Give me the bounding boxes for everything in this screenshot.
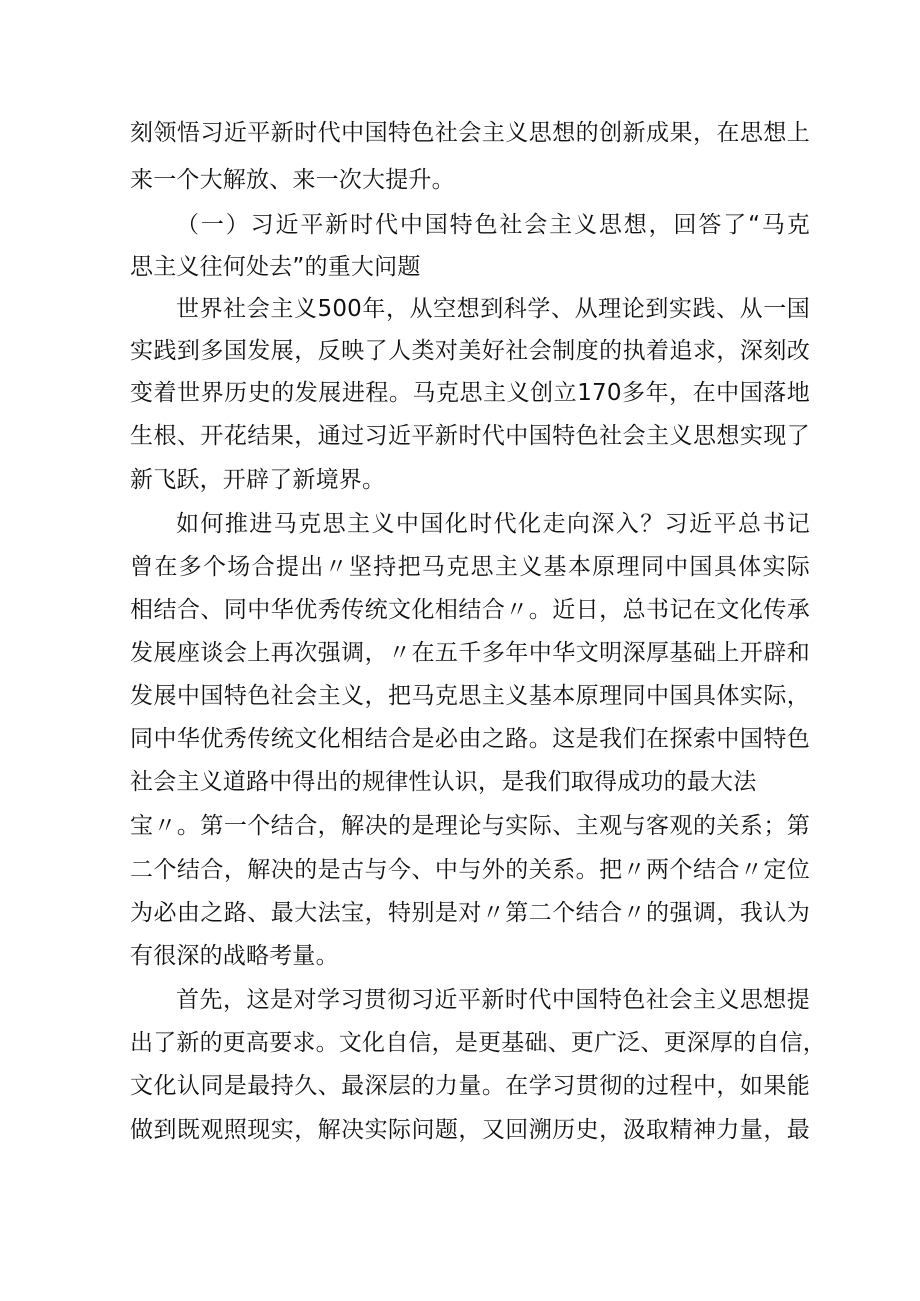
text-line: 有很深的战略考量。 [130,943,339,969]
text-line: 文化认同是最持久、最深层的力量。在学习贯彻的过程中，如果能 [130,1073,810,1099]
text-line: 社会主义道路中得出的规律性认识，是我们取得成功的最大法 [130,769,757,795]
text-line: 生根、开花结果，通过习近平新时代中国特色社会主义思想实现了 [130,423,810,449]
text-line: 二个结合，解决的是古与今、中与外的关系。把〃两个结合〃定位 [130,857,810,883]
section-heading-line: 思主义往何处去”的重大问题 [130,254,421,280]
text-line: 发展座谈会上再次强调，〃在五千多年中华文明深厚基础上开辟和 [130,640,810,666]
text-line: 为必由之路、最大法宝，特别是对〃第二个结合〃的强调，我认为 [130,900,810,926]
text-line: 世界社会主义500年，从空想到科学、从理论到实践、从一国 [176,296,810,322]
text-line: 发展中国特色社会主义，把马克思主义基本原理同中国具体实际， [130,683,810,709]
text-line: 做到既观照现实，解决实际问题，又回溯历史，汲取精神力量，最 [130,1117,810,1143]
text-line: 出了新的更高要求。文化自信，是更基础、更广泛、更深厚的自信， [130,1030,826,1056]
text-line: 宝〃。第一个结合，解决的是理论与实际、主观与客观的关系；第 [130,813,810,839]
text-line: 实践到多国发展，反映了人类对美好社会制度的执着追求，深刻改 [130,338,810,364]
text-line: 相结合、同中华优秀传统文化相结合〃。近日，总书记在文化传承 [130,597,810,623]
text-line: 新飞跃，开辟了新境界。 [130,467,386,493]
text-line: 如何推进马克思主义中国化时代化走向深入？习近平总书记 [176,511,810,537]
text-line: 变着世界历史的发展进程。马克思主义创立170多年，在中国落地 [130,380,810,406]
text-line: 来一个大解放、来一次大提升。 [130,167,455,193]
section-heading-line: （一）习近平新时代中国特色社会主义思想，回答了“马克 [176,212,810,238]
text-line: 同中华优秀传统文化相结合是必由之路。这是我们在探索中国特色 [130,726,810,752]
text-line: 曾在多个场合提出〃坚持把马克思主义基本原理同中国具体实际 [130,554,810,580]
text-line: 刻领悟习近平新时代中国特色社会主义思想的创新成果，在思想上 [130,120,810,146]
text-line: 首先，这是对学习贯彻习近平新时代中国特色社会主义思想提 [176,987,810,1013]
